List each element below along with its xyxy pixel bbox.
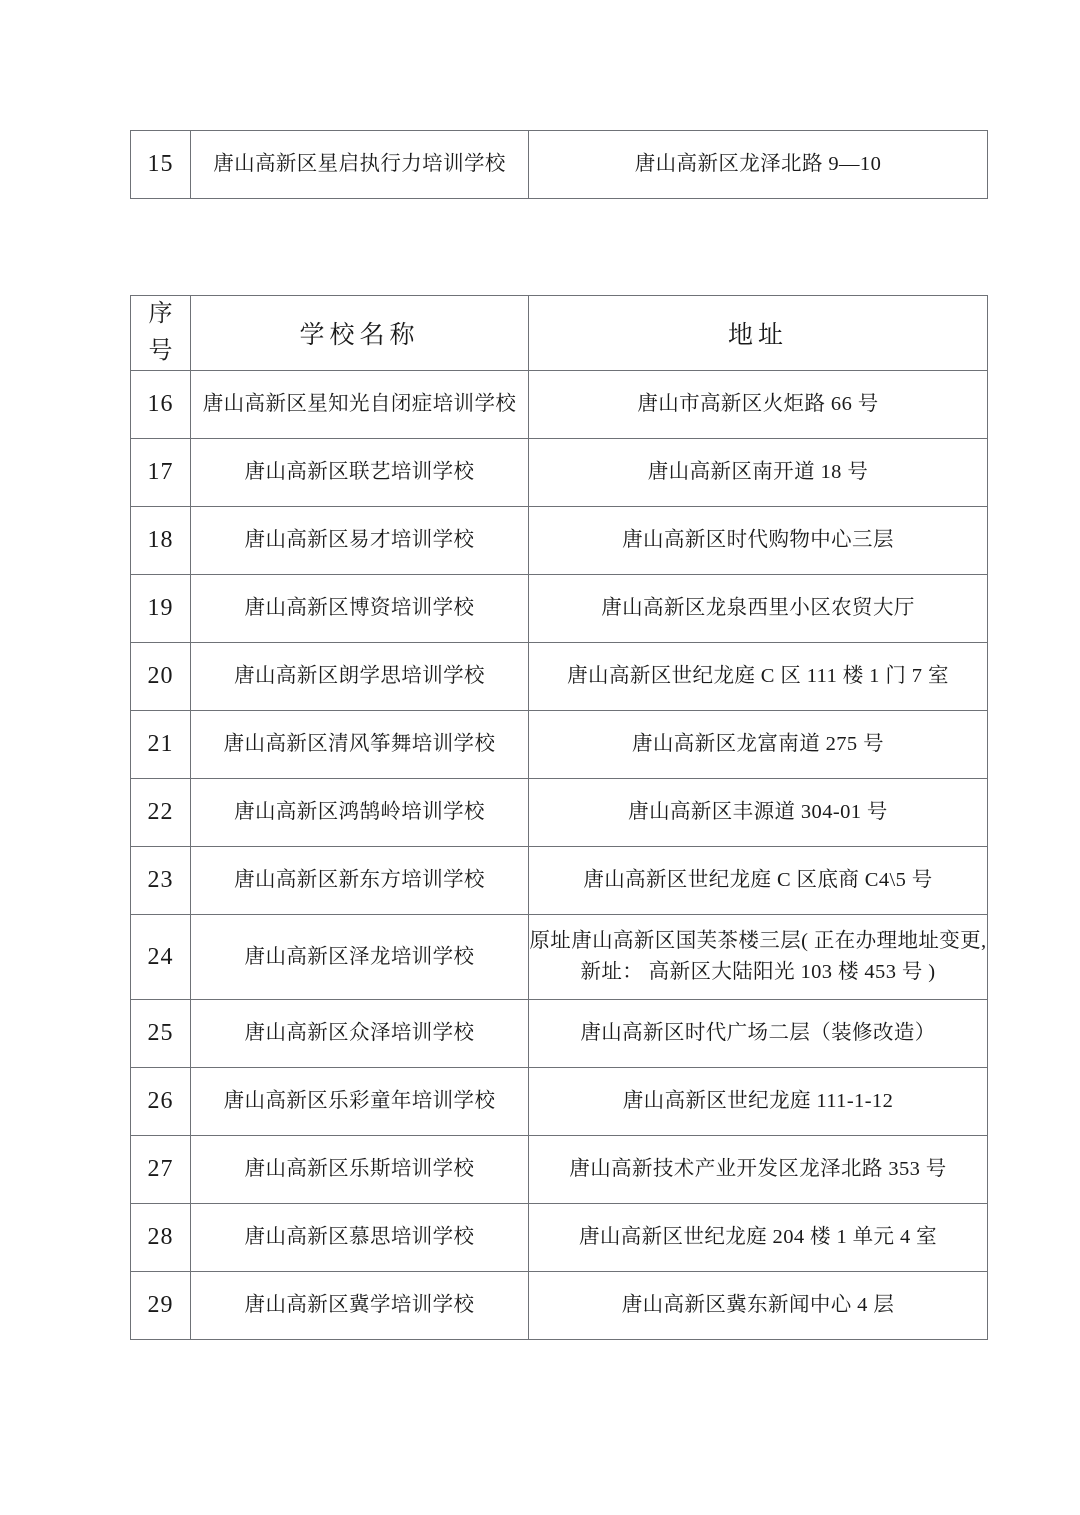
continuation-table (130, 130, 988, 199)
school-address: 唐山高新区南开道 18 号 (529, 439, 988, 507)
table-row (131, 847, 988, 915)
school-address: 唐山高新区世纪龙庭 111-1-12 (529, 1068, 988, 1136)
row-number: 22 (131, 779, 191, 847)
table-row (131, 371, 988, 439)
table-header-row (131, 296, 988, 371)
row-number: 28 (131, 1204, 191, 1272)
row-number: 20 (131, 643, 191, 711)
school-name: 唐山高新区清风筝舞培训学校 (191, 711, 529, 779)
row-number: 23 (131, 847, 191, 915)
school-address (529, 915, 988, 1000)
column-header-number-char-1: 序 (148, 301, 173, 327)
school-name: 唐山高新区慕思培训学校 (191, 1204, 529, 1272)
school-name: 唐山高新区星启执行力培训学校 (191, 131, 529, 199)
school-address: 唐山高新区世纪龙庭 C 区底商 C4\5 号 (529, 847, 988, 915)
schools-table-body (131, 371, 988, 1340)
school-address: 唐山高新技术产业开发区龙泽北路 353 号 (529, 1136, 988, 1204)
column-header-school-name: 学校名称 (191, 296, 529, 371)
school-name: 唐山高新区众泽培训学校 (191, 1000, 529, 1068)
table-row (131, 131, 988, 199)
table-row (131, 1204, 988, 1272)
row-number: 17 (131, 439, 191, 507)
table-row (131, 439, 988, 507)
school-name: 唐山高新区星知光自闭症培训学校 (191, 371, 529, 439)
table-row (131, 1272, 988, 1340)
row-number: 16 (131, 371, 191, 439)
school-address: 唐山高新区时代购物中心三层 (529, 507, 988, 575)
school-address-line: 原址唐山高新区国芙茶楼三层( 正在办理地址变更, (529, 929, 987, 952)
school-address: 唐山高新区冀东新闻中心 4 层 (529, 1272, 988, 1340)
school-name: 唐山高新区博资培训学校 (191, 575, 529, 643)
table-row (131, 507, 988, 575)
table-row (131, 1136, 988, 1204)
row-number: 26 (131, 1068, 191, 1136)
row-number: 29 (131, 1272, 191, 1340)
row-number: 25 (131, 1000, 191, 1068)
school-name: 唐山高新区鸿鹄岭培训学校 (191, 779, 529, 847)
continuation-table-body (131, 131, 988, 199)
table-row (131, 711, 988, 779)
row-number: 19 (131, 575, 191, 643)
school-name: 唐山高新区乐彩童年培训学校 (191, 1068, 529, 1136)
school-name: 唐山高新区冀学培训学校 (191, 1272, 529, 1340)
row-number: 15 (131, 131, 191, 199)
school-address: 唐山高新区龙泽北路 9—10 (529, 131, 988, 199)
column-header-address: 地址 (529, 296, 988, 371)
table-row (131, 1068, 988, 1136)
school-name: 唐山高新区乐斯培训学校 (191, 1136, 529, 1204)
school-name: 唐山高新区泽龙培训学校 (191, 915, 529, 1000)
table-row (131, 779, 988, 847)
school-name: 唐山高新区朗学思培训学校 (191, 643, 529, 711)
school-address: 唐山高新区龙富南道 275 号 (529, 711, 988, 779)
column-header-number (131, 296, 191, 371)
table-row (131, 1000, 988, 1068)
school-name: 唐山高新区联艺培训学校 (191, 439, 529, 507)
schools-table (130, 295, 988, 1340)
schools-table-head (131, 296, 988, 371)
row-number: 24 (131, 915, 191, 1000)
table-row (131, 915, 988, 1000)
table-row (131, 643, 988, 711)
school-address: 唐山高新区时代广场二层（装修改造） (529, 1000, 988, 1068)
table-row (131, 575, 988, 643)
school-name: 唐山高新区易才培训学校 (191, 507, 529, 575)
school-address-line: 新址： 高新区大陆阳光 103 楼 453 号 ) (580, 961, 936, 984)
school-name: 唐山高新区新东方培训学校 (191, 847, 529, 915)
row-number: 27 (131, 1136, 191, 1204)
school-address: 唐山高新区龙泉西里小区农贸大厅 (529, 575, 988, 643)
school-address: 唐山高新区丰源道 304-01 号 (529, 779, 988, 847)
school-address: 唐山高新区世纪龙庭 C 区 111 楼 1 门 7 室 (529, 643, 988, 711)
row-number: 18 (131, 507, 191, 575)
school-address: 唐山市高新区火炬路 66 号 (529, 371, 988, 439)
school-address: 唐山高新区世纪龙庭 204 楼 1 单元 4 室 (529, 1204, 988, 1272)
row-number: 21 (131, 711, 191, 779)
column-header-number-char-2: 号 (148, 338, 173, 365)
